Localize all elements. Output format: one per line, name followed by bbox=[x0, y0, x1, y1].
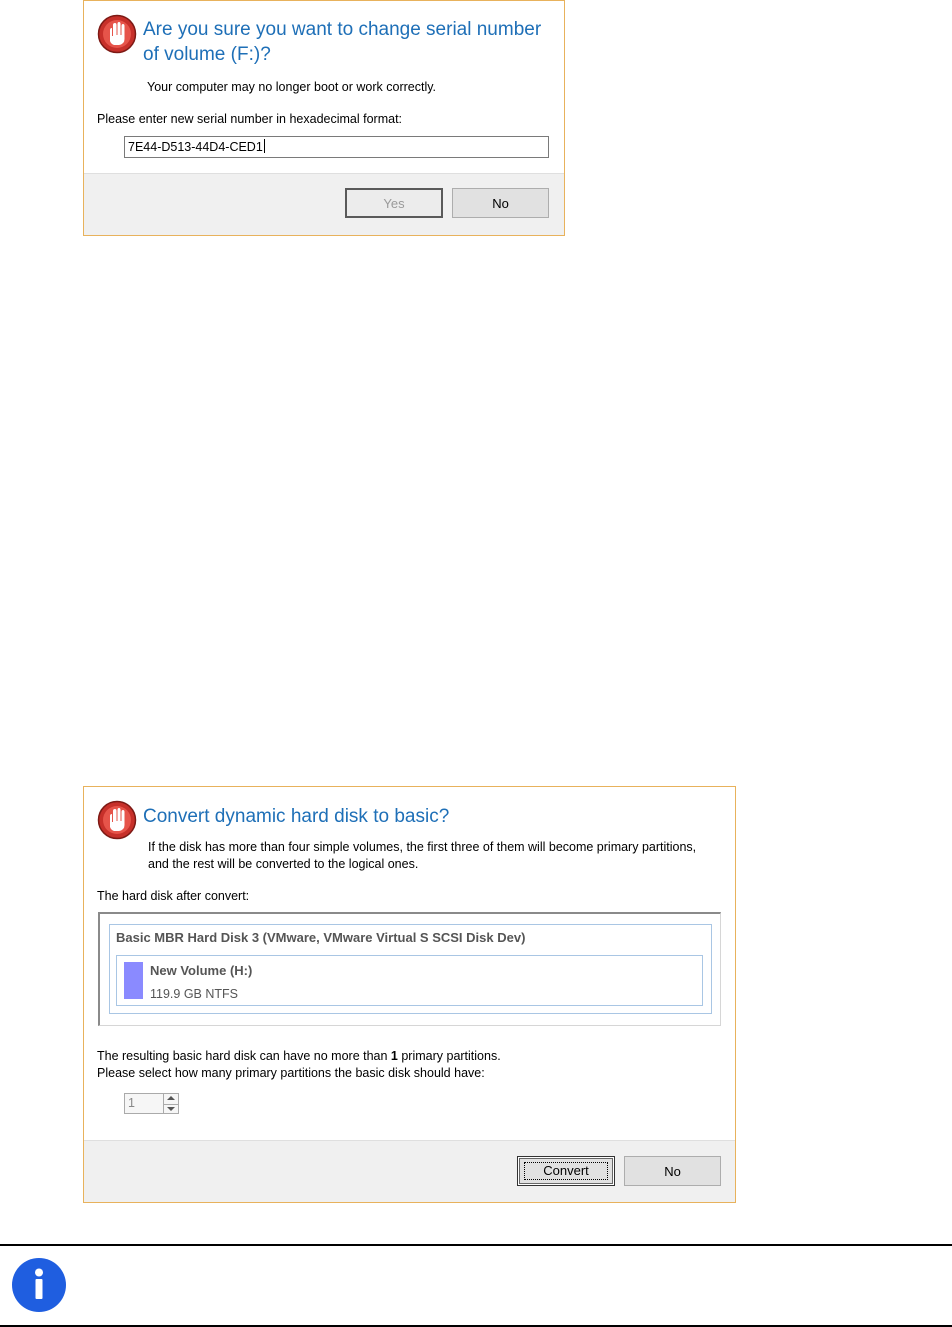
select-prompt: Please select how many primary partitions the basic disk should have: bbox=[97, 1066, 485, 1080]
serial-number-value: 7E44-D513-44D4-CED1 bbox=[128, 140, 263, 154]
limit-prefix: The resulting basic hard disk can have no more than bbox=[97, 1049, 391, 1063]
serial-number-input[interactable] bbox=[124, 136, 549, 158]
limit-count: 1 bbox=[390, 1049, 398, 1063]
convert-disk-dialog bbox=[83, 786, 736, 1203]
disk-layout-panel bbox=[98, 912, 721, 1026]
volume-color-swatch bbox=[124, 962, 143, 999]
dialog-footer bbox=[84, 1140, 735, 1202]
yes-button[interactable] bbox=[345, 188, 443, 218]
disk-title: Basic MBR Hard Disk 3 (VMware, VMware Virtual S SCSI Disk Dev) bbox=[116, 930, 526, 945]
dialog-footer bbox=[84, 173, 564, 235]
convert-button[interactable] bbox=[517, 1156, 615, 1186]
info-icon bbox=[11, 1257, 67, 1313]
limit-suffix: primary partitions. bbox=[397, 1049, 501, 1063]
primary-partitions-spinner[interactable] bbox=[124, 1093, 179, 1114]
no-button[interactable] bbox=[624, 1156, 721, 1186]
volume-info: 119.9 GB NTFS bbox=[150, 987, 238, 1001]
warning-hand-icon bbox=[97, 800, 137, 840]
no-button[interactable] bbox=[452, 188, 549, 218]
disk-box[interactable] bbox=[109, 924, 712, 1014]
heading-line-2: of volume (F:)? bbox=[143, 44, 271, 65]
warning-text: Your computer may no longer boot or work correctly. bbox=[147, 80, 437, 94]
serial-number-dialog bbox=[83, 0, 565, 236]
yes-button-label: Yes bbox=[383, 195, 405, 211]
warning-hand-icon bbox=[97, 14, 137, 54]
dialog-heading bbox=[143, 17, 541, 67]
no-button-label: No bbox=[492, 195, 509, 211]
description-line-2: and the rest will be converted to the logical ones. bbox=[148, 857, 419, 871]
partition-limit-text bbox=[97, 1048, 501, 1065]
after-convert-label: The hard disk after convert: bbox=[97, 889, 250, 903]
volume-name: New Volume (H:) bbox=[150, 963, 253, 978]
dialog-heading: Convert dynamic hard disk to basic? bbox=[143, 806, 450, 827]
spinner-down-arrow-icon[interactable] bbox=[164, 1104, 178, 1114]
note-top-rule bbox=[0, 1244, 952, 1246]
spinner-value: 1 bbox=[128, 1096, 135, 1110]
volume-box[interactable] bbox=[116, 955, 703, 1006]
heading-line-1: Are you sure you want to change serial number bbox=[143, 19, 542, 40]
text-caret bbox=[264, 139, 265, 153]
description-line-1: If the disk has more than four simple volumes, the first three of them will become primary partitions, bbox=[148, 840, 697, 854]
convert-button-label: Convert bbox=[524, 1162, 608, 1180]
serial-prompt: Please enter new serial number in hexadecimal format: bbox=[97, 112, 403, 126]
spinner-buttons bbox=[163, 1094, 178, 1113]
no-button-label: No bbox=[664, 1163, 681, 1179]
